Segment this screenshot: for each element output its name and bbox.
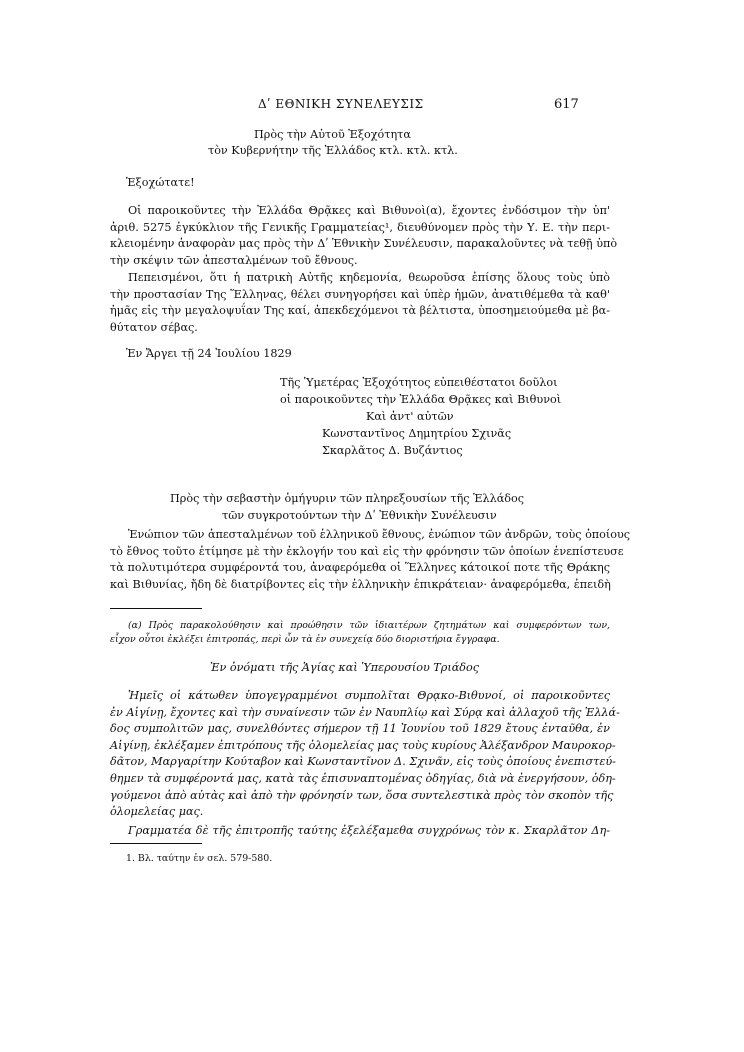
signature-line-3: Καὶ ἀντ' αὐτῶν (366, 410, 454, 423)
document2-paragraph-1 (110, 688, 620, 821)
letter1-salutation: Ἐξοχώτατε! (126, 176, 195, 189)
text-line: θύτατον σέβας. (110, 320, 198, 334)
document2-paragraph-2 (110, 823, 610, 840)
letter1-paragraph-1 (110, 203, 618, 269)
text-line: δος συμπολιτῶν μας, συνελθόντες σήμερον τῇ 11 Ἰουνίου τοῦ 1829 ἔτους ἐνταῦθα, ἐν (110, 722, 610, 736)
text-line: τὸ ἔθνος τοῦτο ἐτίμησε μὲ τὴν ἐκλογήν του καὶ εἰς τὴν φρόνησιν τῶν ὁποίων ἐνεπίστευσε (110, 544, 624, 558)
signature-line-5: Σκαρλᾶτος Δ. Βυζάντιος (322, 444, 463, 457)
text-line: γούμενοι ἀπὸ αὐτὰς καὶ ἀπὸ τὴν φρόνησίν των, ὅσα συντελεστικὰ πρὸς τὸν σκοπὸν τῆς (110, 788, 614, 802)
text-line: ἀριθ. 5275 ἐγκύκλιον τῆς Γενικῆς Γραμματείας¹, διευθύνομεν πρὸς τὴν Υ. Ε. τὴν περι- (110, 220, 610, 234)
letter1-date-line: Ἐν Ἄργει τῇ 24 Ἰουλίου 1829 (126, 347, 292, 360)
running-title: Δʹ ΕΘΝΙΚΗ ΣΥΝΕΛΕΥΣΙΣ (258, 97, 424, 111)
text-line: Πεπεισμένοι, ὅτι ἡ πατρικὴ Αὐτῆς κηδεμονία, θεωροῦσα ἐπίσης ὅλους τοὺς ὑπὸ (128, 271, 610, 284)
letter2-address-line-2: τῶν συγκροτούντων τὴν Δʹ Ἐθνικὴν Συνέλευσιν (222, 509, 497, 522)
page-number: 617 (554, 97, 579, 112)
text-line: Ἡμεῖς οἱ κάτωθεν ὑπογεγραμμένοι συμπολῖται Θρᾳκο-Βιθυνοί, οἱ παροικοῦντες (128, 689, 610, 702)
text-line: Γραμματέα δὲ τῆς ἐπιτροπῆς ταύτης ἐξελέξαμεθα συγχρόνως τὸν κ. Σκαρλᾶτον Δη- (128, 824, 610, 837)
text-line: κλειομένην ἀναφορὰν μας πρὸς τὴν Δʹ Ἐθνικὴν Συνέλευσιν, παρακαλοῦντες νὰ τεθῇ ὑπὸ (110, 237, 618, 251)
footnote-rule-bottom (110, 843, 202, 844)
text-line: δᾶτον, Μαργαρίτην Κούταβον καὶ Κωνσταντῖνον Δ. Σχινᾶν, εἰς τοὺς ὁποίους ἐνεπιστεύ- (110, 755, 616, 769)
letter2-paragraph-1 (110, 527, 631, 593)
text-line: Ἐνώπιον τῶν ἀπεσταλμένων τοῦ ἑλληνικοῦ ἔθνους, ἐνώπιον τῶν ἀνδρῶν, τοὺς ὁποίους (128, 528, 631, 541)
document2-invocation: Ἐν ὀνόματι τῆς Ἁγίας καὶ Ὑπερουσίου Τριάδος (210, 661, 480, 674)
signature-line-4: Κωνσταντῖνος Δημητρίου Σχινᾶς (322, 427, 512, 440)
text-line: θημεν τὰ συμφέροντά μας, κατὰ τὰς ἐπισυναπτομένας ὁδηγίας, διὰ νὰ ἐνεργήσουν, ὁδη- (110, 771, 616, 785)
signature-line-2: οἱ παροικοῦντες τὴν Ἑλλάδα Θρᾷκες καὶ Βιθυνοὶ (280, 393, 562, 406)
text-line: ὁλομελείας μας. (110, 805, 204, 819)
text-line: ἡμᾶς εἰς τὴν μεγαλοψυΐαν Της καί, ἀπεκδεχόμενοι τὰ βέλτιστα, ὑποσημειούμεθα μὲ βα- (110, 304, 610, 318)
signature-line-1: Τῆς Ὑμετέρας Ἐξοχότητος εὐπειθέστατοι δοῦλοι (280, 376, 558, 389)
text-line: ἐν Αἰγίνῃ, ἔχοντες καὶ τὴν συναίνεσιν τῶν ἐν Ναυπλίῳ καὶ Σύρᾳ καὶ ἀλλαχοῦ τῆς Ἑλλά- (110, 705, 620, 719)
footnote-rule (110, 608, 202, 609)
text-line: Αἰγίνῃ, ἐκλέξαμεν ἐπιτρόπους τῆς ὁλομελείας μας τοὺς κυρίους Ἀλέξανδρον Μαυροκορ- (110, 738, 616, 752)
text-line: καὶ Βιθυνίας, ἤδη δὲ διατρίβοντες εἰς τὴν ἑλληνικὴν ἐπικράτειαν· ἀναφερόμεθα, ἐπειδὴ (110, 577, 611, 591)
letter1-address-line-2: τὸν Κυβερνήτην τῆς Ἑλλάδος κτλ. κτλ. κτλ. (208, 144, 458, 157)
letter1-paragraph-2 (110, 270, 610, 336)
letter2-address-line-1: Πρὸς τὴν σεβαστὴν ὁμήγυριν τῶν πληρεξουσίων τῆς Ἑλλάδος (170, 492, 524, 505)
letter1-address-line-1: Πρὸς τὴν Αὐτοῦ Ἐξοχότητα (254, 128, 411, 141)
text-line: (α) Πρὸς παρακολούθησιν καὶ προώθησιν τῶν ἰδιαιτέρων ζητημάτων καὶ συμφερόντων των, (128, 620, 610, 631)
text-line: Οἱ παροικοῦντες τὴν Ἑλλάδα Θρᾷκες καὶ Βιθυνοὶ(α), ἔχοντες ἐνδόσιμον τὴν ὑπ' (128, 204, 610, 217)
text-line: τὴν σκέψιν τῶν ἀπεσταλμένων τοῦ ἔθνους. (110, 253, 358, 267)
text-line: τὴν προστασίαν Της Ἕλληνας, θέλει συνηγορήσει καὶ ὑπὲρ ἡμῶν, ἀνατιθέμεθα τὰ καθ' (110, 287, 610, 301)
text-line: εἶχον οὗτοι ἐκλέξει ἐπιτροπάς, περὶ ὧν τὰ ἐν συνεχείᾳ δύο διοριστήρια ἔγγραφα. (110, 633, 500, 645)
footnote-1: 1. Βλ. ταύτην ἐν σελ. 579-580. (126, 853, 273, 864)
footnote-a (110, 619, 610, 646)
text-line: τὰ πολυτιμότερα συμφέροντά του, ἀναφερόμεθα οἱ Ἕλληνες κάτοικοί ποτε τῆς Θράκης (110, 561, 610, 575)
